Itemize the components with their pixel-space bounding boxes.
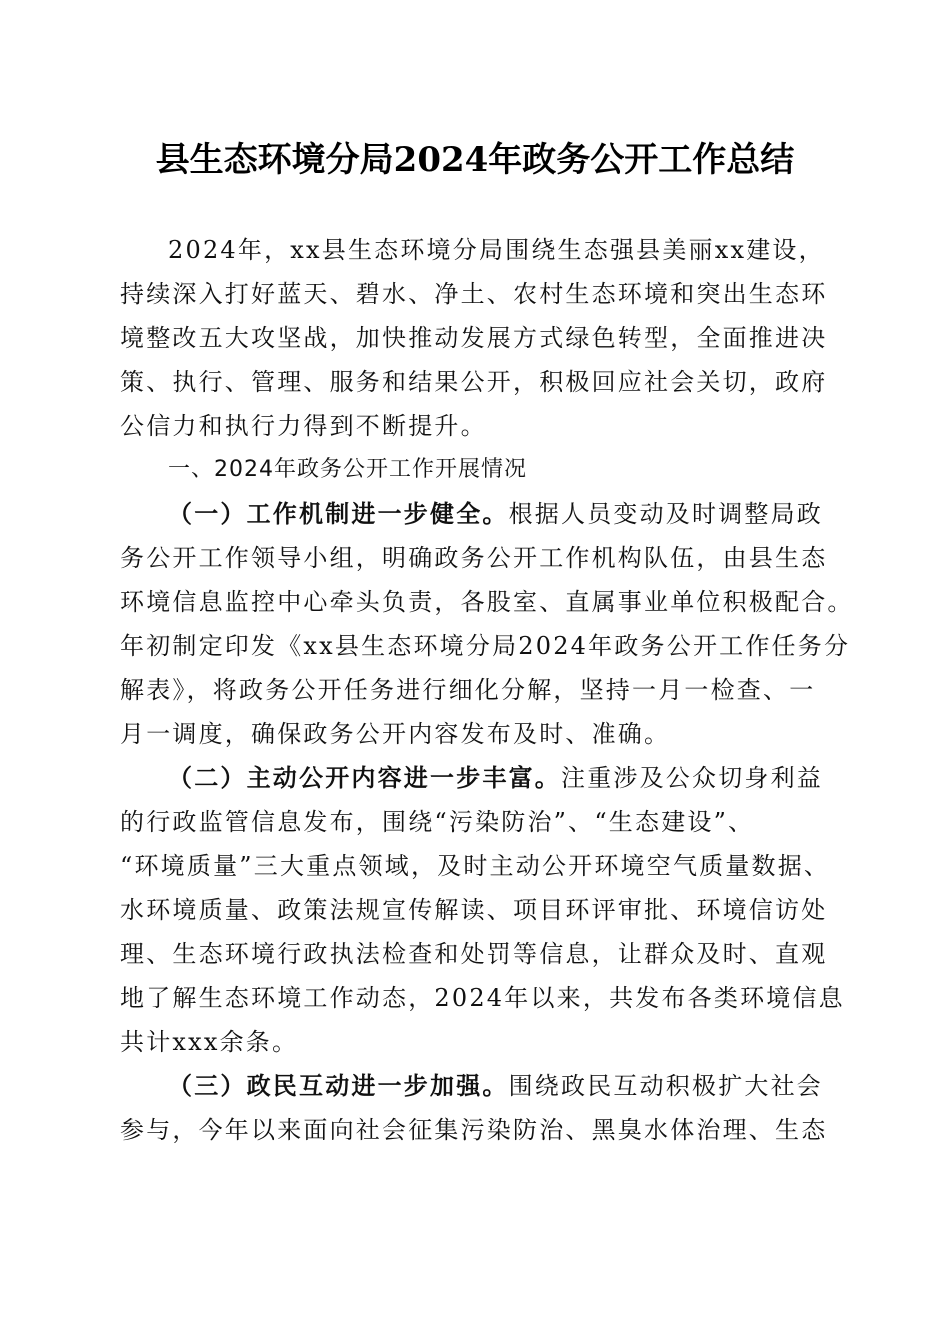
sub-section-2-line: 理、生态环境行政执法检查和处罚等信息，让群众及时、直观 xyxy=(120,940,828,968)
intro-line: 公信力和执行力得到不断提升。 xyxy=(120,412,487,440)
intro-line: 2024年，xx县生态环境分局围绕生态强县美丽xx建设， xyxy=(168,236,825,264)
sub-section-2-first-line xyxy=(120,756,832,800)
sub-section-1-heading: （一）工作机制进一步健全。 xyxy=(168,499,509,528)
sub-section-1-line: 年初制定印发《xx县生态环境分局2024年政务公开工作任务分 xyxy=(120,632,851,660)
sub-section-2-line: 地了解生态环境工作动态，2024年以来，共发布各类环境信息 xyxy=(120,984,845,1012)
section-heading: 一、2024年政务公开工作开展情况 xyxy=(168,457,527,482)
intro-line: 策、执行、管理、服务和结果公开，积极回应社会关切，政府 xyxy=(120,368,828,396)
intro-line: 持续深入打好蓝天、碧水、净土、农村生态环境和突出生态环 xyxy=(120,280,828,308)
sub-section-2-text: 注重涉及公众切身利益 xyxy=(561,764,823,792)
sub-section-1-line: 月一调度，确保政务公开内容发布及时、准确。 xyxy=(120,720,671,748)
sub-section-3-text: 围绕政民互动积极扩大社会 xyxy=(508,1072,824,1100)
sub-section-1-first-line xyxy=(120,492,832,536)
sub-section-1-line: 解表》，将政务公开任务进行细化分解，坚持一月一检查、一 xyxy=(120,676,816,704)
sub-section-2-line: 的行政监管信息发布，围绕“污染防治”、“生态建设”、 xyxy=(120,808,755,836)
intro-line: 境整改五大攻坚战，加快推动发展方式绿色转型，全面推进决 xyxy=(120,324,828,352)
sub-section-2-line: “环境质量”三大重点领域，及时主动公开环境空气质量数据、 xyxy=(120,852,831,880)
sub-section-2-line: 共计xxx余条。 xyxy=(120,1028,299,1056)
sub-section-1-line: 环境信息监控中心牵头负责，各股室、直属事业单位积极配合。 xyxy=(120,588,854,616)
sub-section-1-text: 根据人员变动及时调整局政 xyxy=(508,500,824,528)
sub-section-2-heading: （二）主动公开内容进一步丰富。 xyxy=(168,763,561,792)
sub-section-3-first-line xyxy=(120,1064,832,1108)
document-body xyxy=(120,228,854,1152)
sub-section-3-line: 参与，今年以来面向社会征集污染防治、黑臭水体治理、生态 xyxy=(120,1116,828,1144)
sub-section-2-line: 水环境质量、政策法规宣传解读、项目环评审批、环境信访处 xyxy=(120,896,828,924)
sub-section-3-heading: （三）政民互动进一步加强。 xyxy=(168,1071,509,1100)
sub-section-1-line: 务公开工作领导小组，明确政务公开工作机构队伍，由县生态 xyxy=(120,544,828,572)
document-title: 县生态环境分局2024年政务公开工作总结 xyxy=(155,140,795,180)
